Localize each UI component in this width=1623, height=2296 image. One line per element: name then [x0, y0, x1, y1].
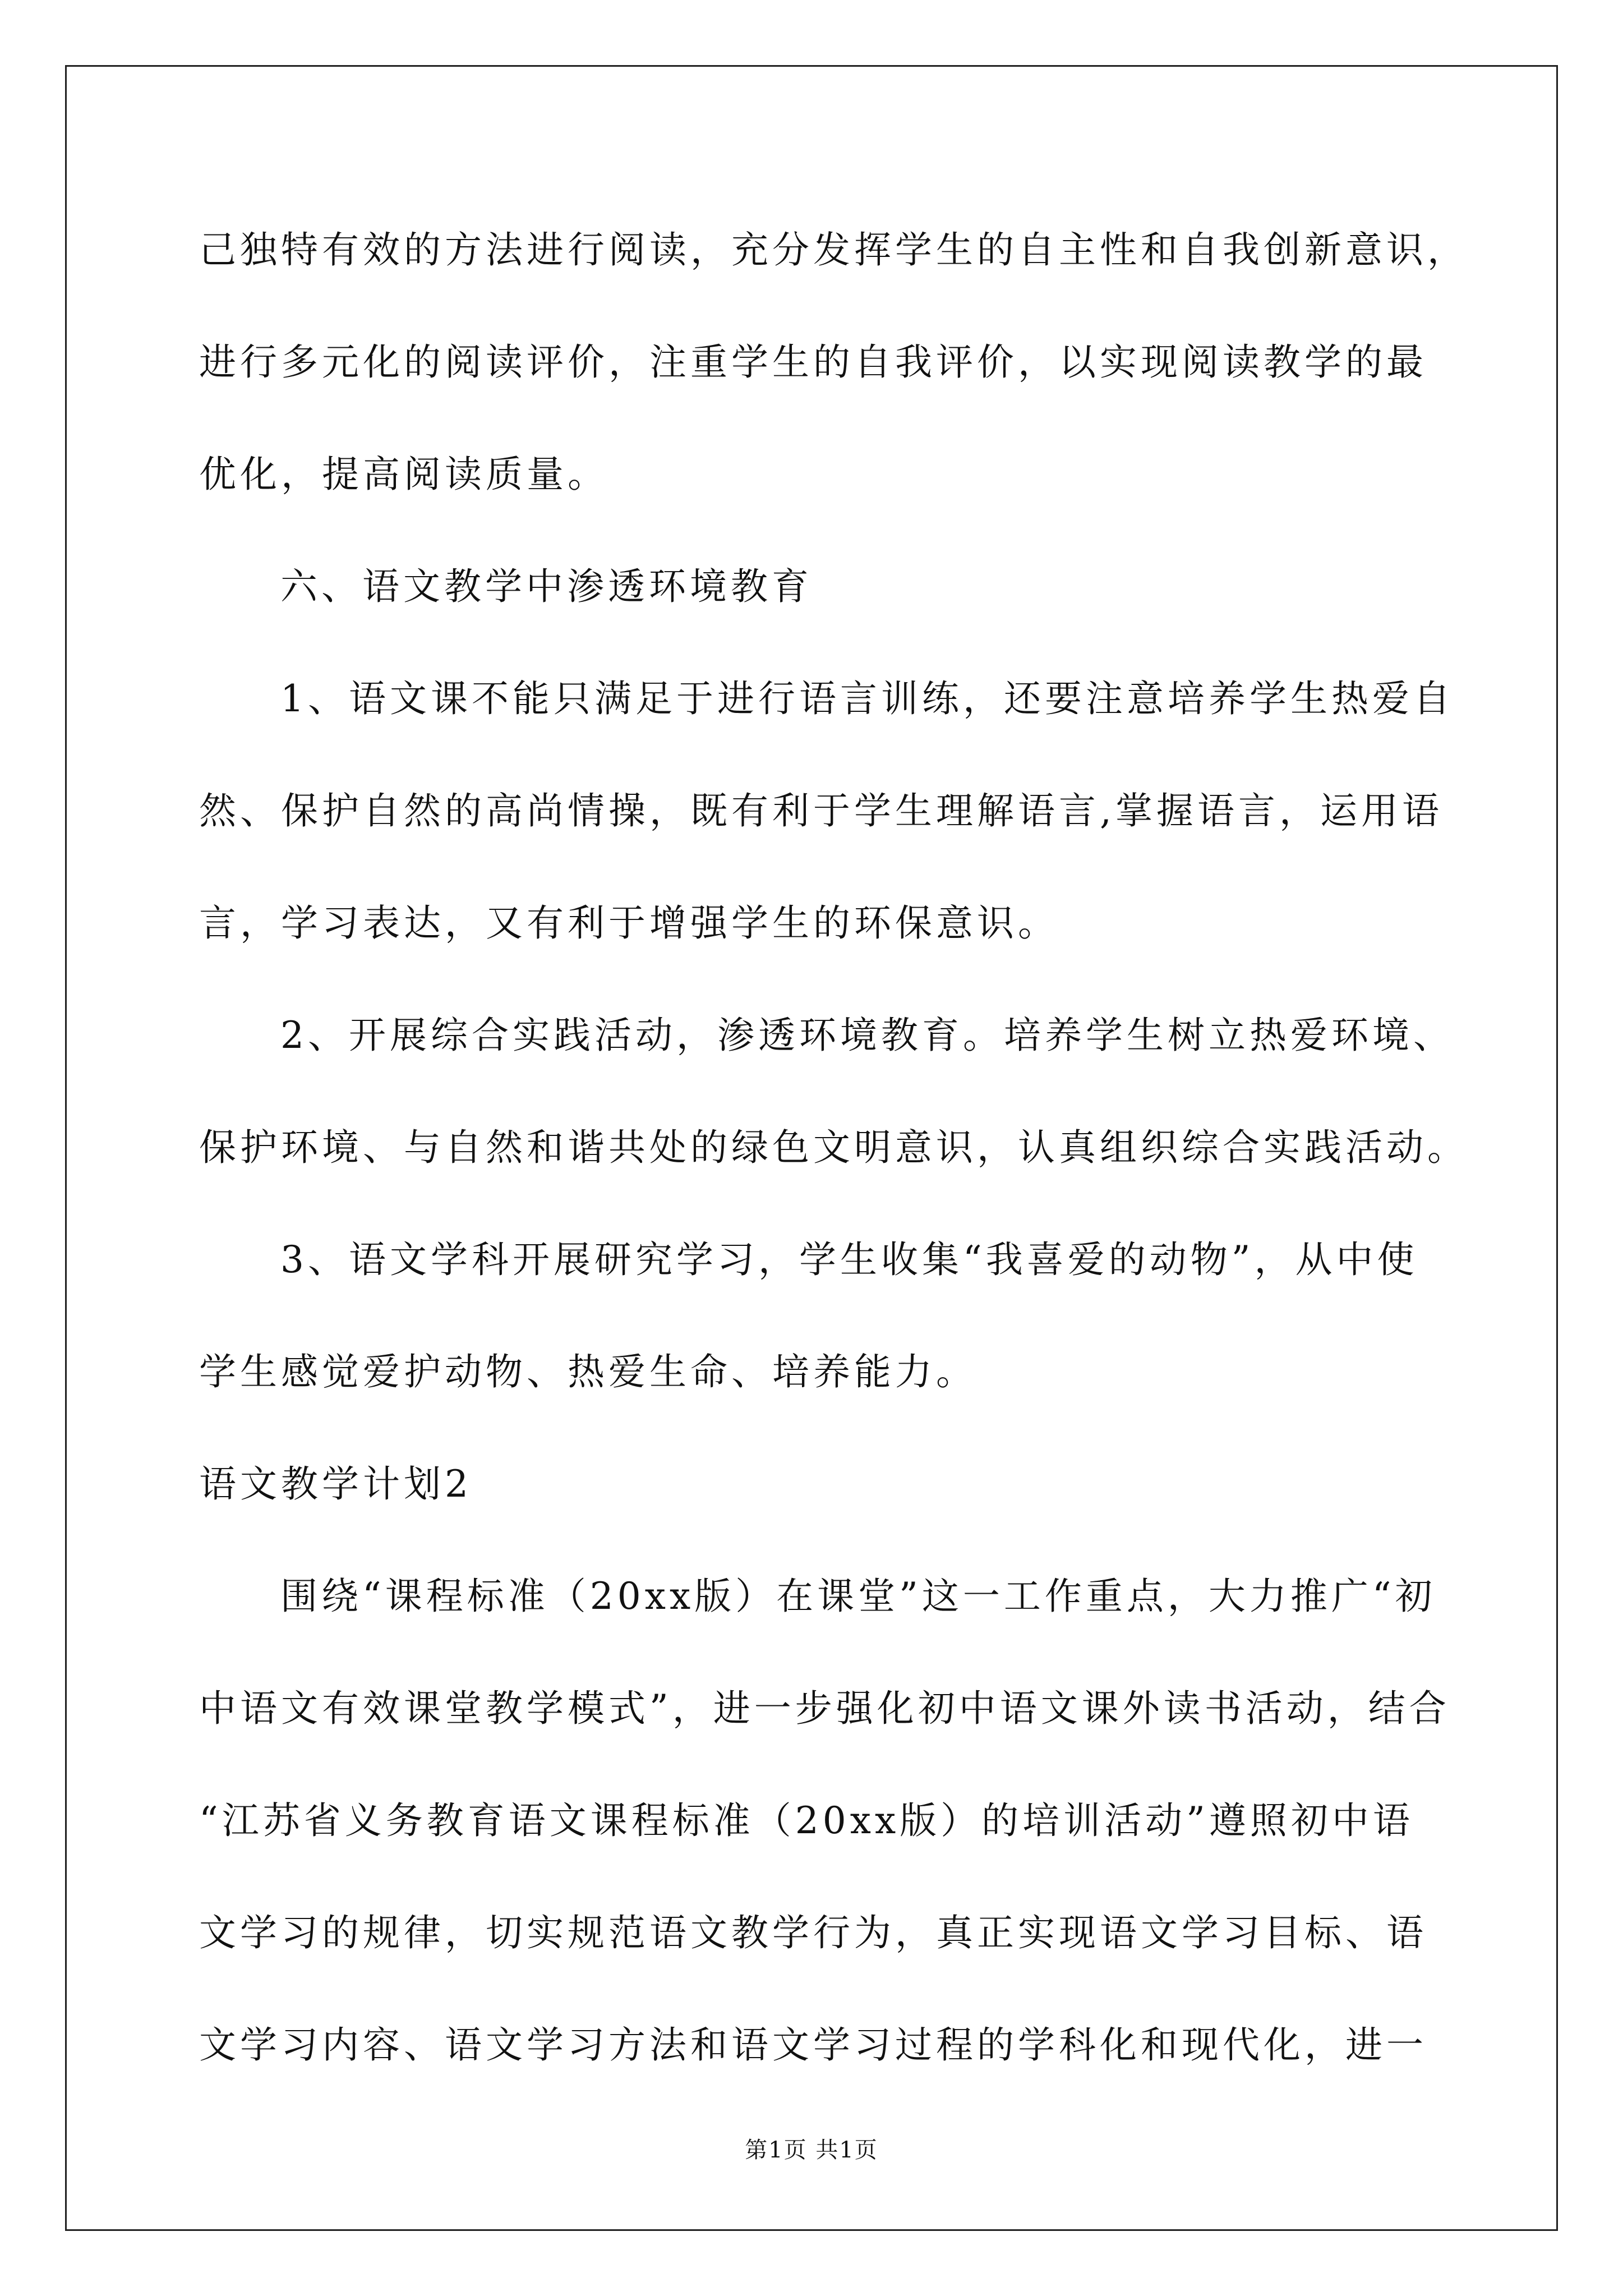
- text-line: 己独特有效的方法进行阅读，充分发挥学生的自主性和自我创新意识，: [199, 228, 1468, 272]
- text-line: “江苏省义务教育语文课程标准（20xx版）的培训活动”遵照初中语: [199, 1799, 1414, 1842]
- text-line: 2、开展综合实践活动，渗透环境教育。培养学生树立热爱环境、: [280, 1014, 1454, 1057]
- text-line: 3、语文学科开展研究学习，学生收集“我喜爱的动物”，从中使: [280, 1238, 1418, 1281]
- text-line: 然、保护自然的高尚情操，既有利于学生理解语言,掌握语言，运用语: [199, 789, 1443, 832]
- text-line: 文学习的规律，切实规范语文教学行为，真正实现语文学习目标、语: [199, 1911, 1427, 1954]
- text-line: 学生感觉爱护动物、热爱生命、培养能力。: [199, 1350, 977, 1393]
- text-line: 言，学习表达，又有利于增强学生的环保意识。: [199, 901, 1059, 945]
- document-title: 语文教学计划2: [199, 1462, 472, 1506]
- text-line: 1、语文课不能只满足于进行语言训练，还要注意培养学生热爱自: [280, 677, 1454, 720]
- text-line: 优化，提高阅读质量。: [199, 453, 608, 496]
- text-line: 中语文有效课堂教学模式”，进一步强化初中语文课外读书活动，结合: [199, 1687, 1450, 1730]
- text-line: 文学习内容、语文学习方法和语文学习过程的学科化和现代化，进一: [199, 2023, 1427, 2067]
- text-line: 保护环境、与自然和谐共处的绿色文明意识，认真组织综合实践活动。: [199, 1126, 1468, 1169]
- page-footer: 第1页 共1页: [745, 2137, 878, 2163]
- text-line: 围绕“课程标准（20xx版）在课堂”这一工作重点，大力推广“初: [280, 1575, 1436, 1618]
- section-heading: 六、语文教学中渗透环境教育: [280, 565, 813, 608]
- text-line: 进行多元化的阅读评价，注重学生的自我评价，以实现阅读教学的最: [199, 341, 1427, 384]
